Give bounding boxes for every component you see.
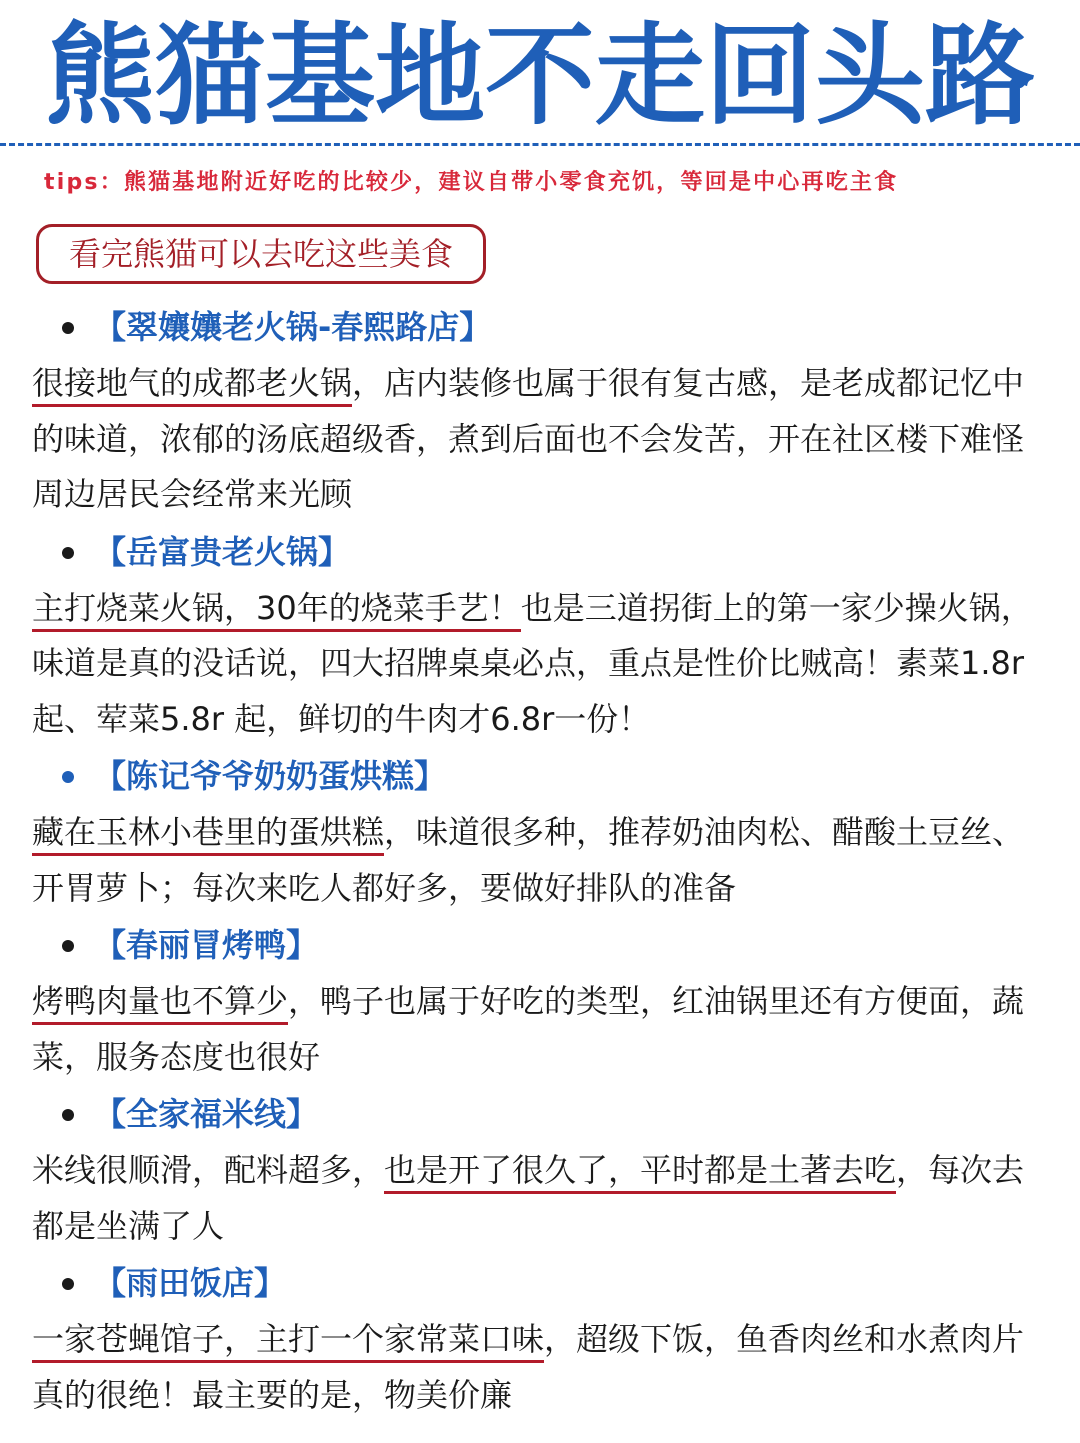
underlined-highlight: 藏在玉林小巷里的蛋烘糕 (32, 813, 384, 856)
restaurant-title: 【陈记爷爷奶奶蛋烘糕】 (32, 747, 1052, 805)
restaurant-description: 一家苍蝇馆子，主打一个家常菜口味，超级下饭，鱼香肉丝和水煮肉片真的很绝！最主要的是，物美价廉 (32, 1320, 1025, 1414)
list-item (32, 1254, 1052, 1423)
restaurant-description: 藏在玉林小巷里的蛋烘糕，味道很多种，推荐奶油肉松、醋酸土豆丝、开胃萝卜；每次来吃人都好多，要做好排队的准备 (32, 813, 1025, 907)
tips-text: tips：熊猫基地附近好吃的比较少，建议自带小零食充饥，等回是中心再吃主食 (44, 170, 899, 195)
section-label: 看完熊猫可以去吃这些美食 (36, 224, 486, 284)
list-item (32, 523, 1052, 748)
restaurant-description: 很接地气的成都老火锅，店内装修也属于很有复古感，是老成都记忆中的味道，浓郁的汤底超级香，煮到后面也不会发苦，开在社区楼下难怪周边居民会经常来光顾 (32, 364, 1025, 513)
underlined-highlight: 主打烧菜火锅，30年的烧菜手艺！ (32, 589, 521, 632)
restaurant-title: 【春丽冒烤鸭】 (32, 916, 1052, 974)
underlined-highlight: 一家苍蝇馆子，主打一个家常菜口味 (32, 1320, 544, 1363)
bullet-icon (62, 1109, 74, 1121)
underlined-highlight: 烤鸭肉量也不算少 (32, 982, 288, 1025)
bullet-icon (62, 547, 74, 559)
restaurant-title: 【全家福米线】 (32, 1085, 1052, 1143)
restaurant-description: 主打烧菜火锅，30年的烧菜手艺！也是三道拐街上的第一家少操火锅，味道是真的没话说，四大招牌桌桌必点，重点是性价比贼高！素菜1.8r 起、荤菜5.8r 起，鲜切的牛肉才6.8r一份！ (32, 588, 1033, 738)
list-item (32, 916, 1052, 1085)
dashed-divider (0, 143, 1080, 146)
restaurant-description: 米线很顺滑，配料超多，也是开了很久了，平时都是土著去吃，每次去都是坐满了人 (32, 1151, 1025, 1245)
bullet-icon (62, 1278, 74, 1290)
bullet-icon (62, 940, 74, 952)
underlined-highlight: 很接地气的成都老火锅 (32, 364, 352, 407)
restaurant-description: 烤鸭肉量也不算少，鸭子也属于好吃的类型，红油锅里还有方便面，蔬菜，服务态度也很好 (32, 982, 1025, 1076)
restaurant-title: 【岳富贵老火锅】 (32, 523, 1052, 581)
list-item (32, 747, 1052, 916)
list-item (32, 298, 1052, 523)
underlined-highlight: 也是开了很久了，平时都是土著去吃 (384, 1151, 896, 1194)
food-list (32, 298, 1052, 1423)
restaurant-title: 【雨田饭店】 (32, 1254, 1052, 1312)
bullet-icon (62, 771, 74, 783)
bullet-icon (62, 322, 74, 334)
list-item (32, 1085, 1052, 1254)
restaurant-title: 【翠孃孃老火锅-春熙路店】 (32, 298, 1052, 356)
page-title: 熊猫基地不走回头路 (45, 12, 1035, 140)
